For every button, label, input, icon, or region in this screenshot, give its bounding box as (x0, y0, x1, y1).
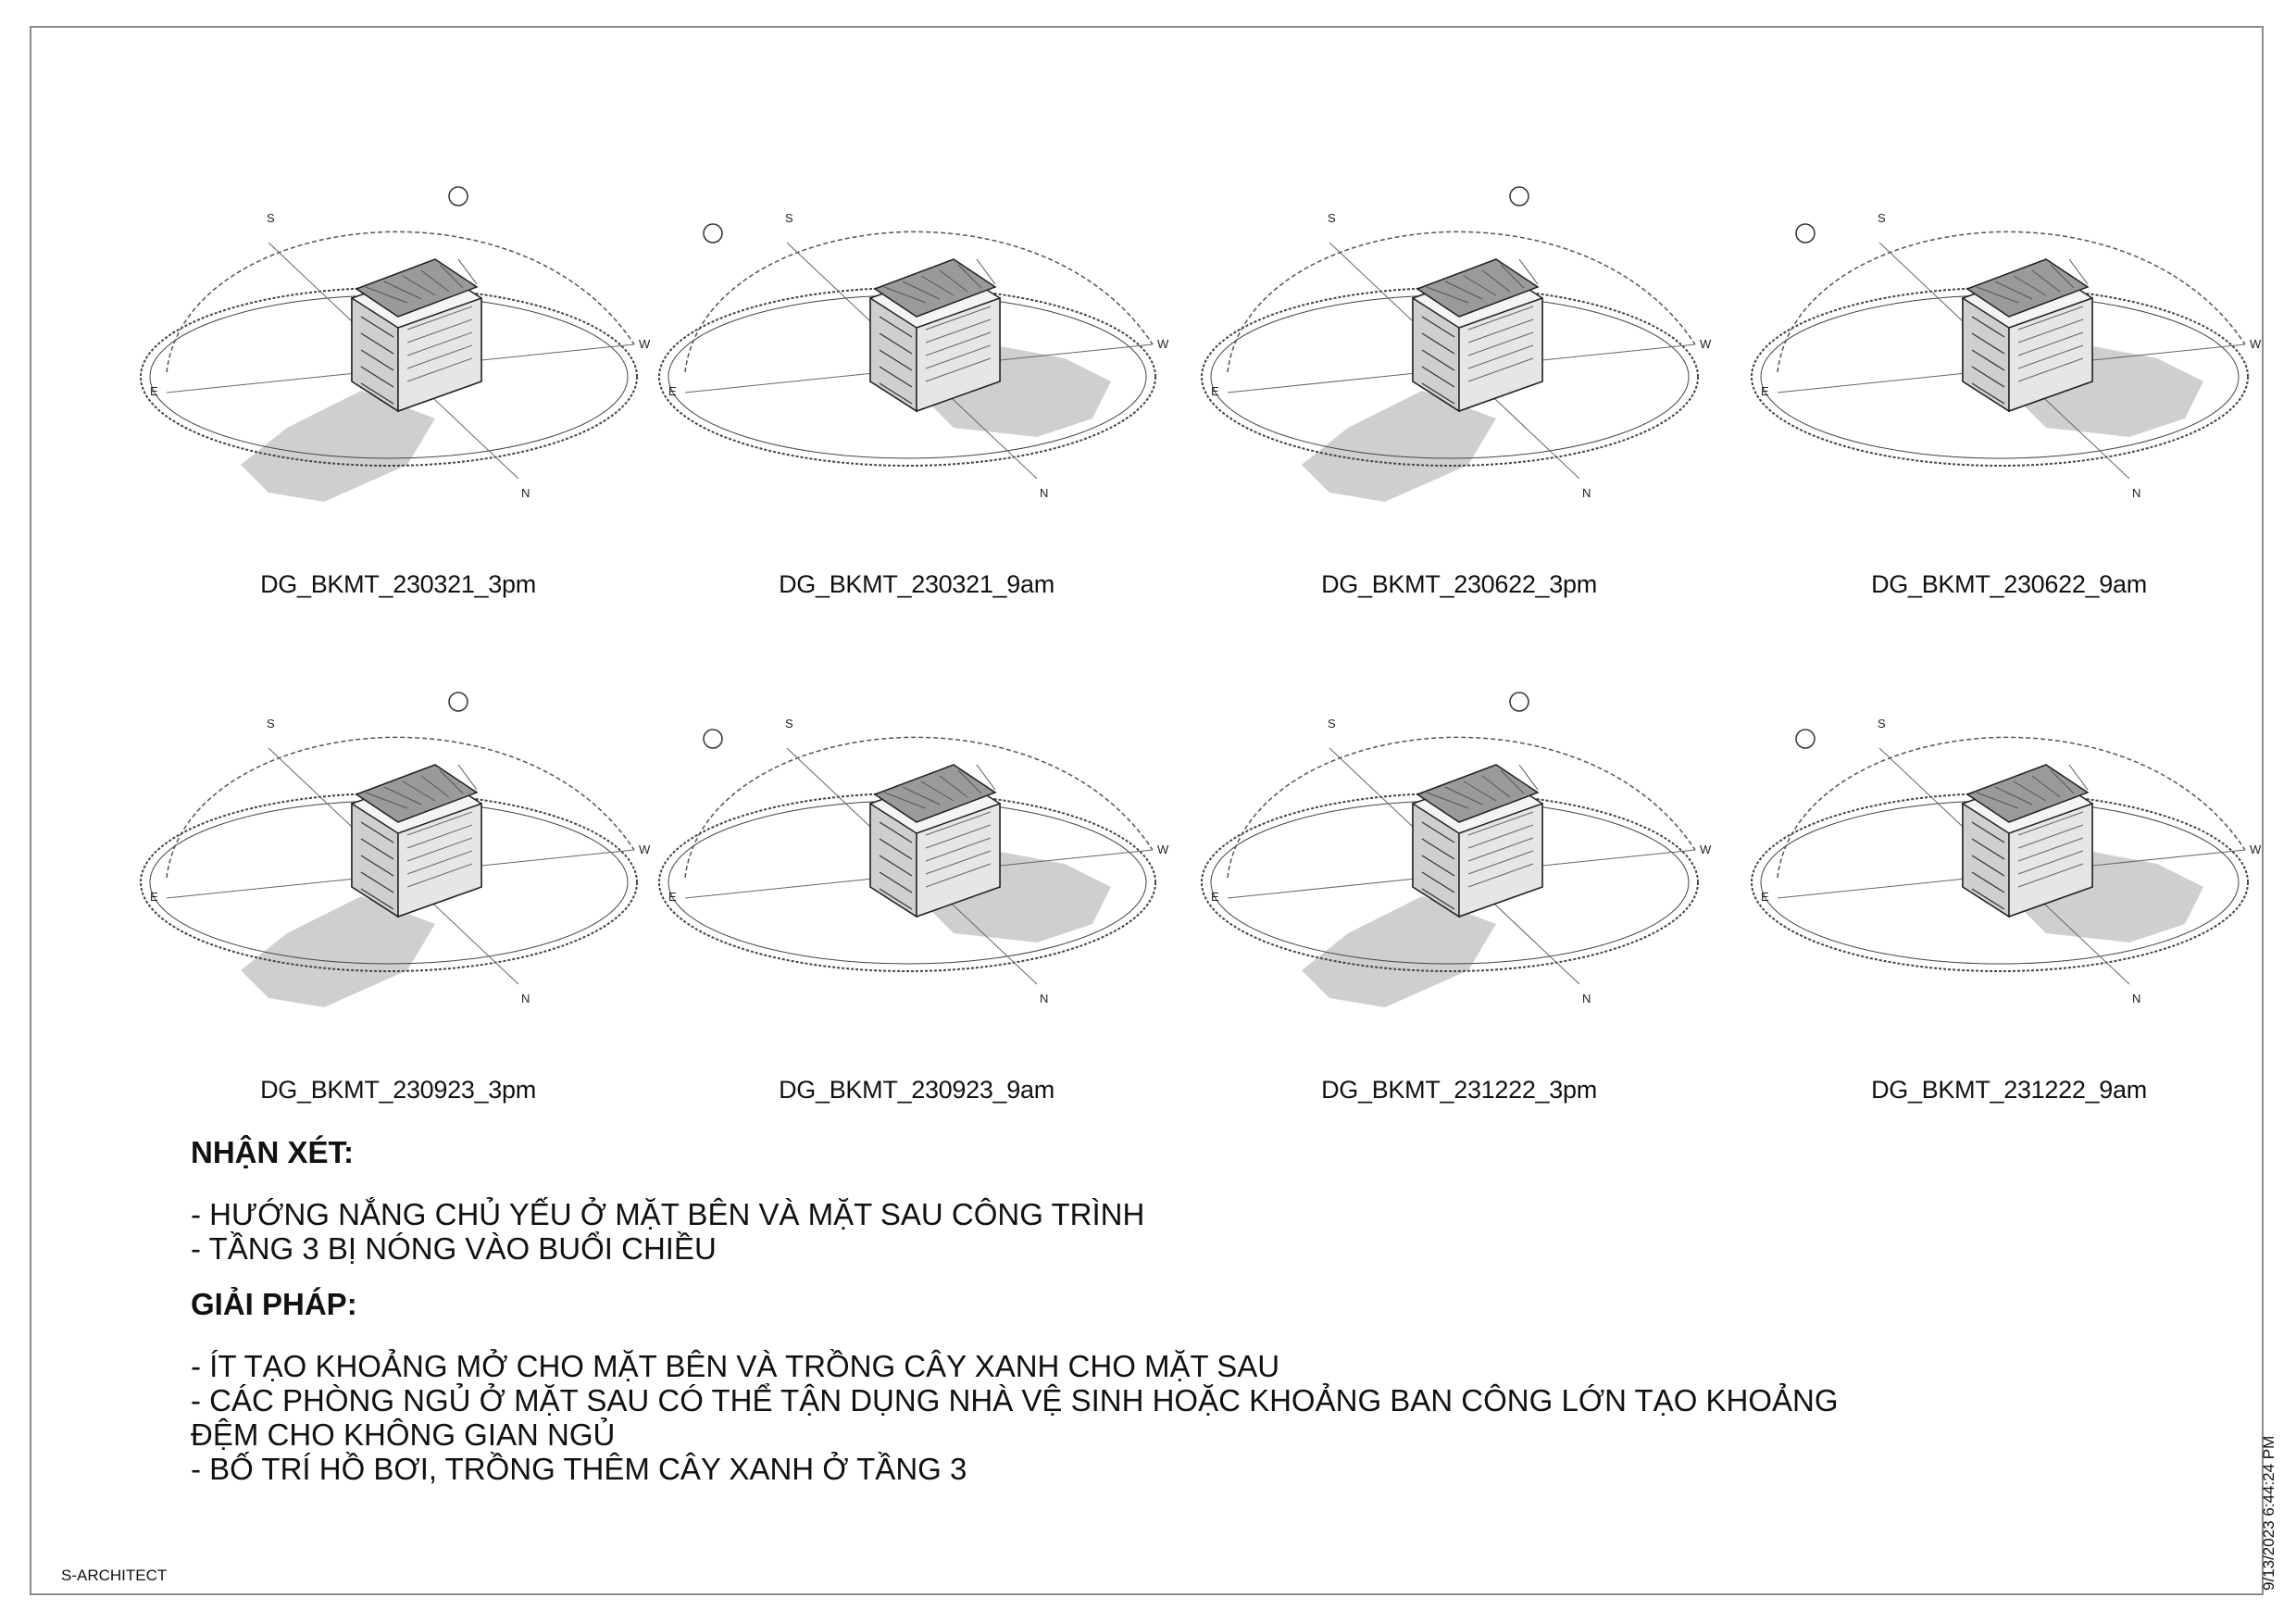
sun-path-diagram (648, 665, 1185, 1091)
sun-marker (704, 224, 722, 243)
sun-study-view (648, 665, 1185, 1146)
notes-section (191, 1134, 1950, 1506)
compass-label-s: S (267, 211, 275, 225)
view-caption: DG_BKMT_230622_9am (1871, 570, 2147, 598)
comments-list (191, 1197, 1950, 1266)
sun-marker (449, 693, 468, 711)
sun-path-diagram (1741, 665, 2277, 1091)
building-model (352, 259, 481, 411)
compass-label-s: S (1328, 717, 1336, 730)
building-model (352, 765, 481, 917)
compass-label-w: W (1700, 337, 1712, 351)
sun-marker (449, 187, 468, 206)
building-model (870, 259, 1000, 411)
sun-study-view (1741, 159, 2277, 641)
compass-label-n: N (521, 992, 530, 1005)
sun-marker (1796, 224, 1815, 243)
view-caption: DG_BKMT_230923_9am (779, 1076, 1054, 1104)
comment-line: - HƯỚNG NẮNG CHỦ YẾU Ở MẶT BÊN VÀ MẶT SAU CÔNG TRÌNH (191, 1197, 1145, 1231)
compass-label-w: W (639, 337, 651, 351)
sun-path-diagram (1191, 159, 1728, 585)
print-timestamp: 9/13/2023 6:44:24 PM (2260, 1435, 2277, 1591)
sun-marker (704, 730, 722, 748)
firm-name: S-ARCHITECT (61, 1567, 168, 1584)
sun-path-diagram (1741, 159, 2277, 585)
compass-label-n: N (1582, 992, 1591, 1005)
sun-path-diagram (130, 159, 667, 585)
sun-path-diagram (130, 665, 667, 1091)
compass-label-s: S (785, 717, 793, 730)
compass-label-n: N (2132, 486, 2141, 500)
compass-label-e: E (668, 384, 677, 398)
view-caption: DG_BKMT_230321_3pm (260, 570, 536, 598)
solution-line: - CÁC PHÒNG NGỦ Ở MẶT SAU CÓ THỂ TẬN DỤNG NHÀ VỆ SINH HOẶC KHOẢNG BAN CÔNG LỚN TẠO KHOẢNG (191, 1383, 1839, 1417)
view-caption: DG_BKMT_231222_9am (1871, 1076, 2147, 1104)
view-caption: DG_BKMT_230923_3pm (260, 1076, 536, 1104)
building-model (870, 765, 1000, 917)
compass-label-s: S (785, 211, 793, 225)
compass-label-e: E (150, 384, 158, 398)
solutions-list (191, 1349, 1950, 1486)
sun-path-diagram (648, 159, 1185, 585)
comments-heading: NHẬN XÉT: (191, 1135, 355, 1169)
view-caption: DG_BKMT_231222_3pm (1321, 1076, 1597, 1104)
sun-study-view (1191, 159, 1728, 641)
solution-line: - ÍT TẠO KHOẢNG MỞ CHO MẶT BÊN VÀ TRỒNG CÂY XANH CHO MẶT SAU (191, 1349, 1280, 1383)
sun-study-view (130, 665, 667, 1146)
compass-label-n: N (2132, 992, 2141, 1005)
comment-line: - TẦNG 3 BỊ NÓNG VÀO BUỔI CHIỀU (191, 1231, 717, 1266)
compass-label-n: N (1040, 486, 1049, 500)
compass-label-n: N (1582, 486, 1591, 500)
solution-line: ĐỆM CHO KHÔNG GIAN NGỦ (191, 1417, 616, 1452)
compass-label-e: E (150, 890, 158, 904)
compass-label-w: W (639, 843, 651, 856)
solution-line: - BỐ TRÍ HỒ BƠI, TRỒNG THÊM CÂY XANH Ở TẦNG 3 (191, 1452, 967, 1486)
building-model (1963, 765, 2092, 917)
compass-label-w: W (2250, 337, 2262, 351)
view-caption: DG_BKMT_230321_9am (779, 570, 1054, 598)
compass-label-w: W (1700, 843, 1712, 856)
compass-label-s: S (1878, 717, 1886, 730)
view-caption: DG_BKMT_230622_3pm (1321, 570, 1597, 598)
building-model (1963, 259, 2092, 411)
sun-study-view (1191, 665, 1728, 1146)
compass-label-e: E (668, 890, 677, 904)
building-model (1413, 259, 1542, 411)
compass-label-w: W (2250, 843, 2262, 856)
compass-label-w: W (1157, 843, 1169, 856)
compass-label-s: S (1878, 211, 1886, 225)
sun-marker (1510, 187, 1529, 206)
building-model (1413, 765, 1542, 917)
sun-path-diagram (1191, 665, 1728, 1091)
compass-label-s: S (1328, 211, 1336, 225)
compass-label-n: N (521, 486, 530, 500)
compass-label-w: W (1157, 337, 1169, 351)
sun-study-view (648, 159, 1185, 641)
sun-study-view (130, 159, 667, 641)
sun-marker (1510, 693, 1529, 711)
compass-label-e: E (1761, 384, 1769, 398)
sun-study-view (1741, 665, 2277, 1146)
compass-label-e: E (1211, 384, 1219, 398)
sun-marker (1796, 730, 1815, 748)
solutions-heading: GIẢI PHÁP: (191, 1287, 357, 1321)
compass-label-s: S (267, 717, 275, 730)
compass-label-e: E (1211, 890, 1219, 904)
compass-label-n: N (1040, 992, 1049, 1005)
compass-label-e: E (1761, 890, 1769, 904)
